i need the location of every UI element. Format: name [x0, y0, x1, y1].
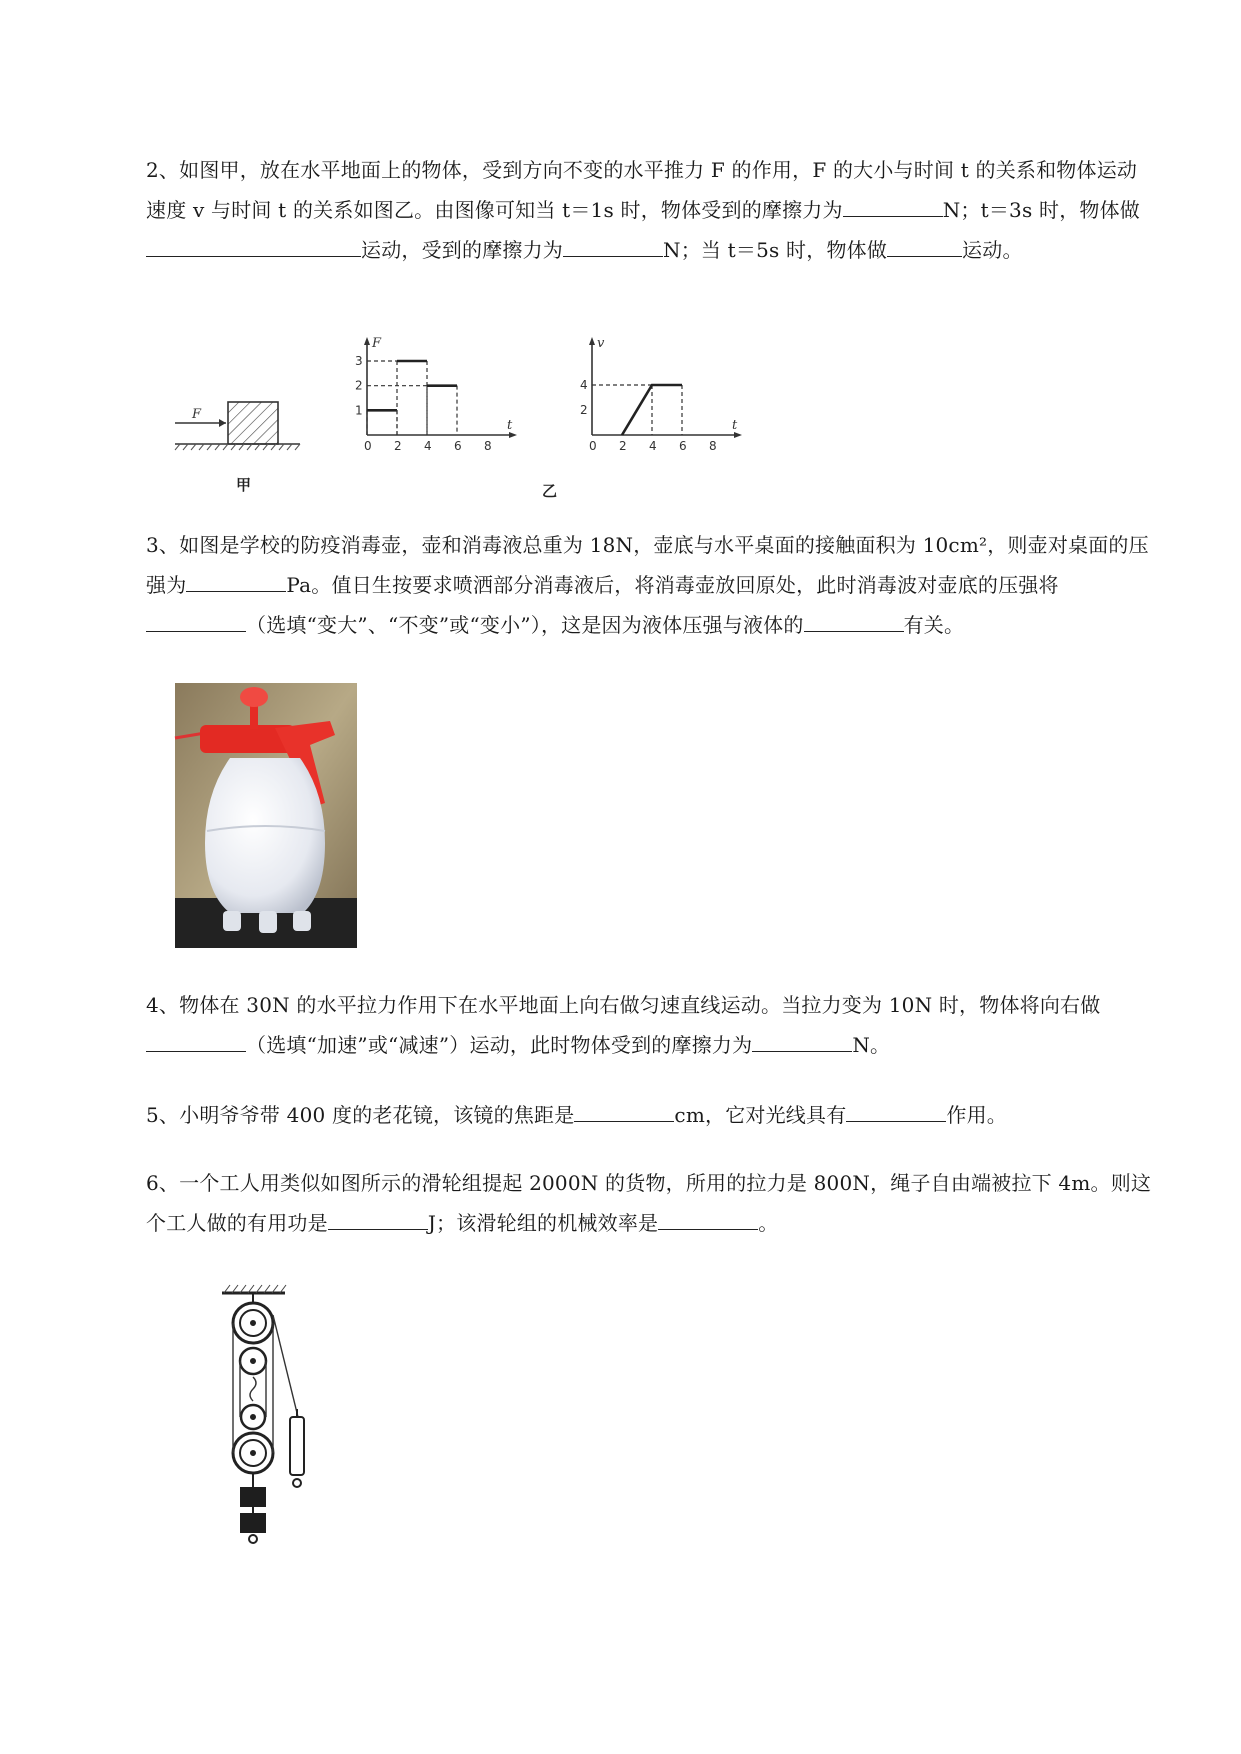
question-6-text-2: J；该滑轮组的机械效率是 [427, 1211, 659, 1235]
block [228, 402, 278, 444]
question-2-text-4: N；当 t＝5s 时，物体做 [663, 238, 888, 262]
answer-blank-q2-3[interactable] [563, 234, 663, 257]
question-4-text-2: （选填“加速”或“减速”）运动，此时物体受到的摩擦力为 [246, 1033, 753, 1057]
answer-blank-q6-2[interactable] [658, 1207, 758, 1230]
y-axis-label: v [597, 336, 605, 351]
figure-caption-yi: 乙 [542, 482, 558, 500]
x-tick-label: 8 [709, 439, 717, 453]
question-5 [146, 1095, 1156, 1135]
question-2-text-2: N；t＝3s 时，物体做 [942, 198, 1141, 222]
weight-block-1 [240, 1487, 266, 1507]
answer-blank-q3-3[interactable] [804, 609, 904, 632]
question-3-text-2: Pa。值日生按要求喷洒部分消毒液后，将消毒壶放回原处，此时消毒波对壶底的压强将 [286, 573, 1059, 597]
answer-blank-q4-2[interactable] [752, 1029, 852, 1052]
figure-jia [170, 380, 330, 496]
question-4 [146, 985, 1156, 1065]
question-5-text-2: cm，它对光线具有 [674, 1103, 847, 1127]
pulley-system-figure [210, 1285, 330, 1560]
spring-scale [290, 1417, 304, 1475]
question-3-text-4: 有关。 [903, 613, 965, 637]
x-tick-label: 8 [484, 439, 492, 453]
x-axis-label: t [732, 418, 738, 433]
y-tick-label: 3 [355, 354, 363, 368]
ground-hatch [175, 444, 300, 450]
y-tick-label: 4 [580, 378, 588, 392]
y-tick-label: 1 [355, 403, 363, 418]
x-tick-label: 6 [679, 439, 687, 453]
arrow-head-icon [219, 419, 226, 427]
x-tick-label: 2 [394, 439, 402, 453]
question-3-text-3: （选填“变大”、“不变”或“变小”），这是因为液体压强与液体的 [246, 613, 804, 637]
answer-blank-q4-1[interactable] [146, 1029, 246, 1052]
y-tick-label: 2 [355, 378, 363, 393]
question-2-text-1: 2、如图甲，放在水平地面上的物体，受到方向不变的水平推力 F 的作用，F 的大小与时间 t 的关系和物体运动速度 v 与时间 t 的关系如图乙。由图像可知当 t＝1s 时，物体受到的摩擦力为 [146, 158, 1138, 222]
force-label: F [192, 407, 202, 422]
question-2-text-5: 运动。 [962, 238, 1023, 262]
spray-bottle-photo [175, 683, 357, 948]
question-4-text-3: N。 [852, 1033, 891, 1057]
x-tick-label: 6 [454, 439, 462, 453]
question-2-text-3: 运动，受到的摩擦力为 [361, 238, 563, 262]
question-6-text-1: 6、一个工人用类似如图所示的滑轮组提起 2000N 的货物，所用的拉力是 800N，绳子自由端被拉下 4m。则这个工人做的有用功是 [146, 1171, 1152, 1235]
x-axis-label: t [507, 418, 513, 433]
x-tick-label: 0 [589, 439, 597, 453]
answer-blank-q2-2[interactable] [146, 234, 361, 257]
x-tick-label: 2 [619, 439, 627, 453]
answer-blank-q3-2[interactable] [146, 609, 246, 632]
answer-blank-q2-4[interactable] [887, 234, 962, 257]
question-4-text-1: 4、物体在 30N 的水平拉力作用下在水平地面上向右做匀速直线运动。当拉力变为 10N 时，物体将向右做 [146, 993, 1101, 1017]
question-3-text-1: 3、如图是学校的防疫消毒壶，壶和消毒液总重为 18N，壶底与水平桌面的接触面积为 10cm²，则壶对桌面的压强为 [146, 533, 1149, 597]
question-2 [146, 150, 1156, 270]
answer-blank-q6-1[interactable] [328, 1207, 428, 1230]
figure-caption-yi-wrap [540, 480, 570, 504]
y-axis-arrow-icon [589, 337, 595, 345]
answer-blank-q5-1[interactable] [574, 1099, 674, 1122]
question-5-text-3: 作用。 [946, 1103, 1007, 1127]
x-tick-label: 4 [649, 439, 657, 453]
chart-velocity-time [570, 335, 750, 460]
x-tick-label: 4 [424, 439, 432, 453]
y-axis-label: F [372, 336, 382, 351]
question-5-text-1: 5、小明爷爷带 400 度的老花镜，该镜的焦距是 [146, 1103, 575, 1127]
question-3 [146, 525, 1156, 645]
chart-force-time [345, 335, 525, 460]
question-6-text-3: 。 [758, 1211, 779, 1235]
y-tick-label: 2 [580, 403, 588, 417]
question-6 [146, 1163, 1156, 1243]
y-axis-arrow-icon [364, 337, 370, 345]
answer-blank-q2-1[interactable] [843, 194, 943, 217]
figure-caption-jia: 甲 [236, 476, 252, 494]
weight-block-2 [240, 1513, 266, 1533]
answer-blank-q3-1[interactable] [186, 569, 286, 592]
x-tick-label: 0 [364, 439, 372, 453]
answer-blank-q5-2[interactable] [846, 1099, 946, 1122]
